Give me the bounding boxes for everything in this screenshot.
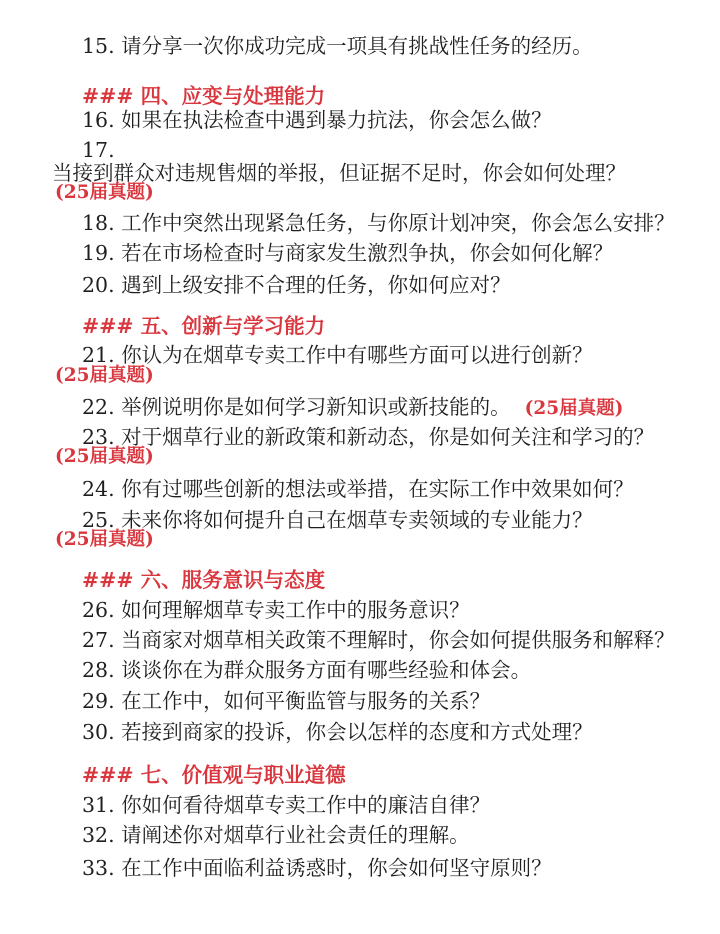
question-24: 24. 你有过哪些创新的想法或举措，在实际工作中效果如何？ xyxy=(82,477,634,501)
question-25-tag: (25届真题) xyxy=(55,529,154,550)
question-16: 16. 如果在执法检查中遇到暴力抗法，你会怎么做？ xyxy=(82,108,552,132)
question-17-number: 17. xyxy=(82,138,115,162)
question-26: 26. 如何理解烟草专卖工作中的服务意识？ xyxy=(82,598,470,622)
question-20: 20. 遇到上级安排不合理的任务，你如何应对？ xyxy=(82,273,511,297)
question-28: 28. 谈谈你在为群众服务方面有哪些经验和体会。 xyxy=(82,658,532,682)
question-31: 31. 你如何看待烟草专卖工作中的廉洁自律？ xyxy=(82,793,491,817)
question-18: 18. 工作中突然出现紧急任务，与你原计划冲突，你会怎么安排？ xyxy=(82,211,675,235)
section-heading-5: ### 五、创新与学习能力 xyxy=(82,314,326,338)
question-15: 15. 请分享一次你成功完成一项具有挑战性任务的经历。 xyxy=(82,34,593,58)
question-23-tag: (25届真题) xyxy=(55,446,154,467)
section-heading-7: ### 七、价值观与职业道德 xyxy=(82,763,346,787)
question-29: 29. 在工作中，如何平衡监管与服务的关系？ xyxy=(82,689,491,713)
question-25: 25. 未来你将如何提升自己在烟草专卖领域的专业能力？ xyxy=(82,508,593,532)
question-21-tag: (25届真题) xyxy=(55,365,154,386)
question-21: 21. 你认为在烟草专卖工作中有哪些方面可以进行创新？ xyxy=(82,343,593,367)
question-27: 27. 当商家对烟草相关政策不理解时，你会如何提供服务和解释？ xyxy=(82,628,675,652)
question-22-tag: (25届真题) xyxy=(524,398,624,419)
question-30: 30. 若接到商家的投诉，你会以怎样的态度和方式处理？ xyxy=(82,720,593,744)
question-22-line xyxy=(82,394,623,422)
question-17-tag: (25届真题) xyxy=(55,182,154,203)
section-heading-6: ### 六、服务意识与态度 xyxy=(82,568,326,592)
question-32: 32. 请阐述你对烟草行业社会责任的理解。 xyxy=(82,823,470,847)
question-17-text: 当接到群众对违规售烟的举报，但证据不足时，你会如何处理？ xyxy=(52,161,626,185)
question-23: 23. 对于烟草行业的新政策和新动态，你是如何关注和学习的？ xyxy=(82,425,655,449)
question-33: 33. 在工作中面临利益诱惑时，你会如何坚守原则？ xyxy=(82,856,552,880)
question-22: 22. 举例说明你是如何学习新知识或新技能的。 xyxy=(82,395,511,419)
question-19: 19. 若在市场检查时与商家发生激烈争执，你会如何化解？ xyxy=(82,241,614,265)
section-heading-4: ### 四、应变与处理能力 xyxy=(82,84,326,108)
